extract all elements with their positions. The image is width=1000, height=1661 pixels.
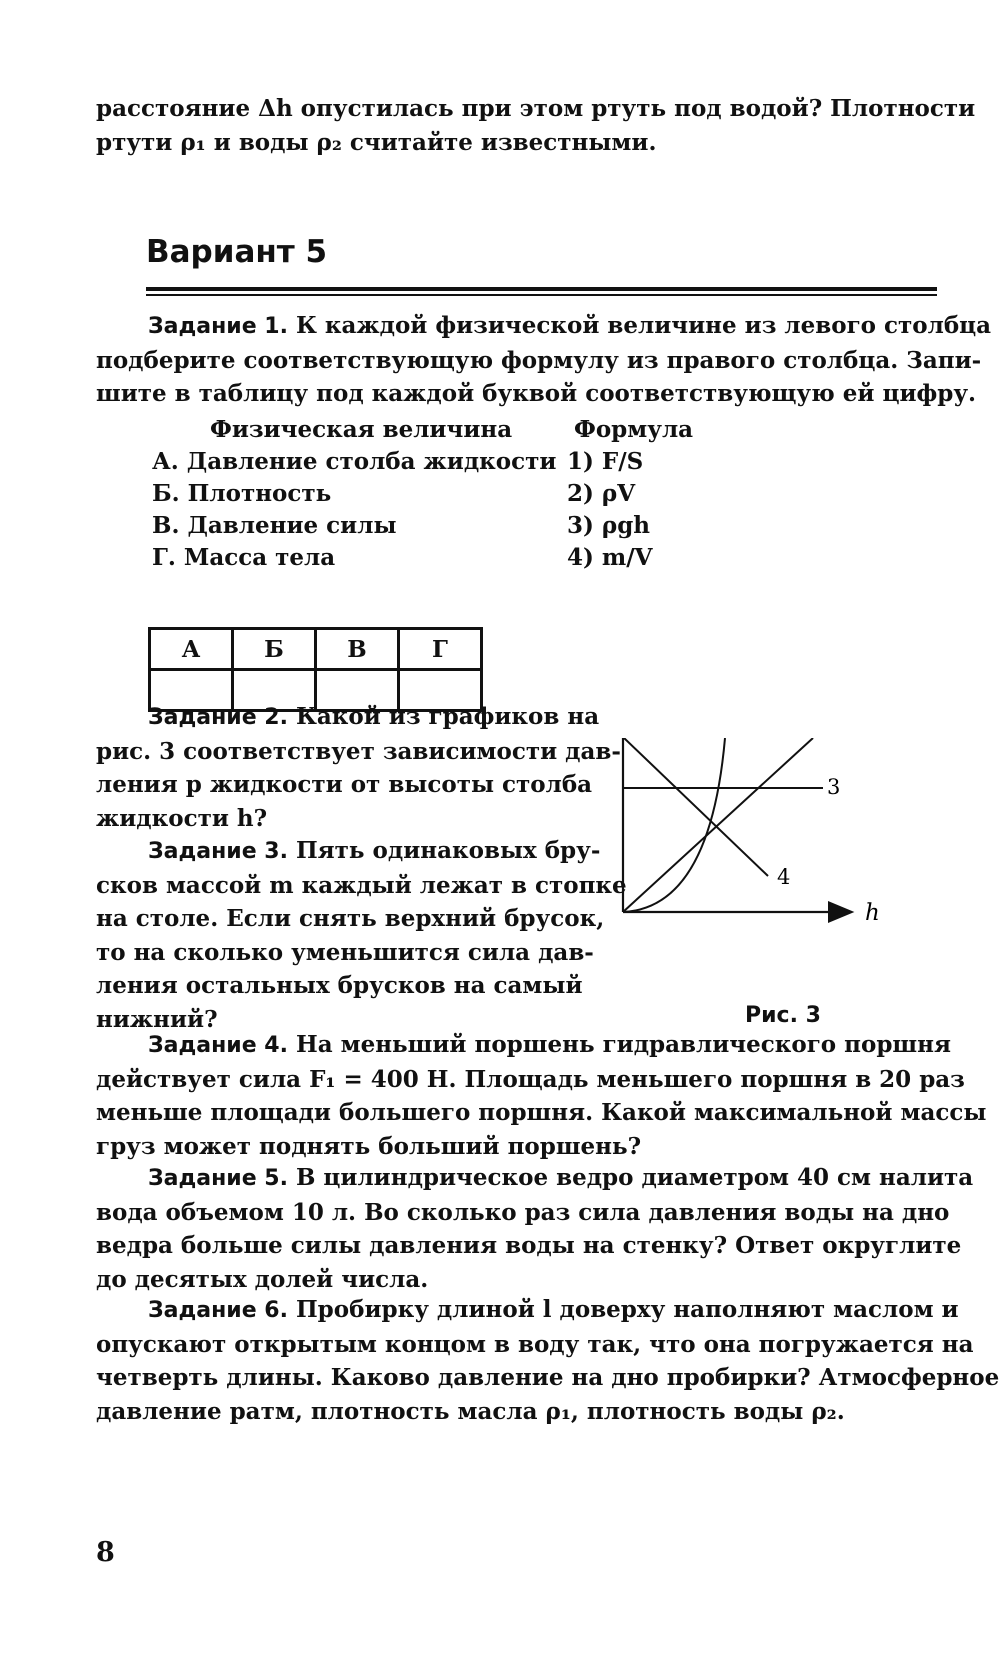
task-line: рис. 3 соответствует зависимости дав- — [96, 737, 621, 765]
task-line: ления остальных брусков на самый — [96, 972, 583, 999]
intro-line: расстояние Δh опустилась при этом ртуть под водой? Плотности — [96, 95, 976, 122]
task-label: Задание 2. — [148, 705, 288, 730]
task-line: жидкости h? — [96, 804, 268, 832]
answer-header-cell: Б — [233, 629, 316, 670]
task-3 — [96, 834, 627, 1036]
task-line: Задание 2. Какой из графиков на — [148, 703, 600, 730]
task-label: Задание 5. — [148, 1166, 288, 1191]
curve-label-4: 4 — [777, 865, 791, 889]
formula-item: 1) F/S — [567, 448, 644, 475]
task-line: давление pатм, плотность масла ρ₁, плотность воды ρ₂. — [96, 1397, 845, 1425]
graph-line-4 — [623, 738, 768, 876]
intro-text — [96, 92, 976, 159]
heading-rule — [146, 294, 937, 296]
task-line: опускают открытым концом в воду так, что она погружается на — [96, 1330, 974, 1358]
formula-item: 3) ρgh — [567, 512, 650, 539]
task-4 — [96, 1028, 987, 1163]
task-label: Задание 4. — [148, 1033, 288, 1058]
quantity-item: Б. Плотность — [152, 480, 332, 507]
task-2 — [96, 700, 621, 835]
answer-header-cell: А — [150, 629, 233, 670]
task-line: на столе. Если снять верхний брусок, — [96, 905, 605, 932]
quantity-item: В. Давление силы — [152, 512, 397, 539]
quantity-item: А. Давление столба жидкости — [152, 448, 557, 475]
answer-header-cell: Г — [399, 629, 482, 670]
task-line: Задание 3. Пять одинаковых бру- — [148, 837, 601, 864]
task-label: Задание 1. — [148, 314, 288, 339]
curve-label-3: 3 — [827, 775, 841, 799]
task-line: Задание 4. На меньший поршень гидравлического поршня — [148, 1031, 951, 1058]
task-line: меньше площади большего поршня. Какой максимальной массы — [96, 1099, 987, 1126]
task-line: нижний? — [96, 1005, 218, 1033]
task-line: шите в таблицу под каждой буквой соответствующую ей цифру. — [96, 380, 977, 407]
task-line: до десятых долей числа. — [96, 1265, 429, 1293]
task-line: ления p жидкости от высоты столба — [96, 771, 593, 798]
graph-curve-1 — [623, 738, 725, 912]
quantities-list — [152, 446, 556, 574]
task-line: действует сила F₁ = 400 Н. Площадь меньшего поршня в 20 раз — [96, 1065, 965, 1093]
answer-header-cell: В — [316, 629, 399, 670]
col-right-header: Формула — [574, 416, 694, 443]
task-line: Задание 6. Пробирку длиной l доверху наполняют маслом и — [148, 1296, 959, 1323]
figure-caption: Рис. 3 — [745, 1003, 821, 1028]
heading-rule — [146, 287, 937, 291]
task-line: подберите соответствующую формулу из правого столбца. Запи- — [96, 346, 982, 374]
col-left-header: Физическая величина — [210, 416, 513, 443]
task-6 — [96, 1293, 1000, 1428]
task-line: сков массой m каждый лежат в стопке — [96, 871, 627, 899]
variant-title: Вариант 5 — [146, 234, 328, 270]
task-line: ведра больше силы давления воды на стенку? Ответ округлите — [96, 1232, 962, 1259]
formula-item: 2) ρV — [567, 480, 636, 507]
task-line: Задание 1. К каждой физической величине из левого столбца — [148, 312, 992, 339]
task-line: вода объемом 10 л. Во сколько раз сила давления воды на дно — [96, 1198, 950, 1226]
task-label: Задание 3. — [148, 839, 288, 864]
answer-table-header-row — [150, 629, 482, 670]
task-line: груз может поднять больший поршень? — [96, 1132, 642, 1160]
task-label: Задание 6. — [148, 1298, 288, 1323]
formula-item: 4) m/V — [567, 544, 653, 571]
axis-label-h: h — [865, 900, 880, 926]
task-line: Задание 5. В цилиндрическое ведро диаметром 40 см налита — [148, 1164, 974, 1191]
task-line: четверть длины. Каково давление на дно пробирки? Атмосферное — [96, 1364, 1000, 1391]
intro-line: ртути ρ₁ и воды ρ₂ считайте известными. — [96, 128, 657, 156]
formulas-list — [567, 446, 652, 574]
task-line: то на сколько уменьшится сила дав- — [96, 938, 594, 966]
task-5 — [96, 1161, 974, 1296]
task-1 — [96, 309, 992, 411]
quantity-item: Г. Масса тела — [152, 544, 336, 571]
page-number: 8 — [96, 1537, 115, 1568]
